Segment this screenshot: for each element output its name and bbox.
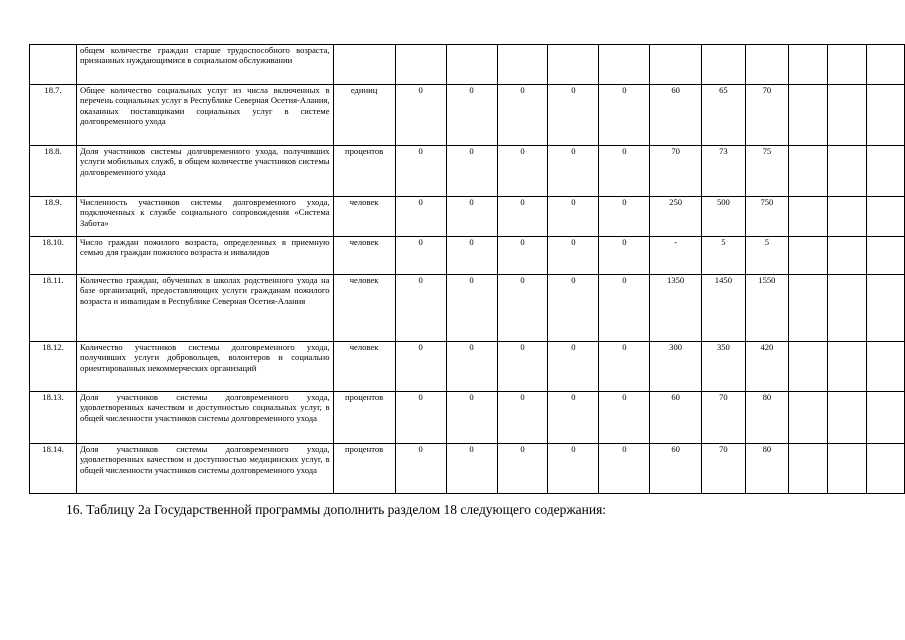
value-cell — [866, 45, 904, 85]
unit-cell: человек — [333, 197, 395, 237]
row-number: 18.14. — [30, 444, 77, 494]
value-cell — [701, 45, 745, 85]
unit-cell: процентов — [333, 392, 395, 444]
value-cell: 0 — [446, 392, 497, 444]
value-cell: 0 — [497, 237, 548, 275]
value-cell — [866, 444, 904, 494]
value-cell — [788, 45, 827, 85]
value-cell: 0 — [497, 392, 548, 444]
value-cell: 0 — [446, 197, 497, 237]
value-cell: 5 — [745, 237, 788, 275]
value-cell: 80 — [745, 392, 788, 444]
value-cell: 0 — [497, 146, 548, 197]
table-row — [30, 146, 905, 197]
value-cell: 0 — [446, 342, 497, 392]
row-number: 18.7. — [30, 85, 77, 146]
value-cell: 1550 — [745, 275, 788, 342]
value-cell: 0 — [497, 342, 548, 392]
value-cell: 70 — [701, 444, 745, 494]
value-cell: 0 — [395, 444, 446, 494]
section-paragraph: 16. Таблицу 2а Государственной программы дополнить разделом 18 следующего содержания: — [66, 502, 607, 517]
value-cell — [828, 45, 866, 85]
value-cell: 0 — [599, 275, 650, 342]
value-cell: 80 — [745, 444, 788, 494]
value-cell: 0 — [548, 85, 599, 146]
unit-cell: человек — [333, 342, 395, 392]
value-cell — [788, 85, 827, 146]
value-cell — [788, 146, 827, 197]
value-cell: 0 — [599, 197, 650, 237]
value-cell: 0 — [446, 85, 497, 146]
value-cell — [828, 237, 866, 275]
value-cell: 0 — [599, 85, 650, 146]
row-number: 18.8. — [30, 146, 77, 197]
value-cell: 0 — [446, 444, 497, 494]
value-cell: 0 — [395, 342, 446, 392]
value-cell: 60 — [650, 392, 702, 444]
value-cell: 0 — [599, 392, 650, 444]
unit-cell: человек — [333, 237, 395, 275]
row-number: 18.10. — [30, 237, 77, 275]
value-cell: 0 — [548, 392, 599, 444]
table-row — [30, 85, 905, 146]
value-cell: 0 — [395, 197, 446, 237]
table-row — [30, 275, 905, 342]
value-cell — [497, 45, 548, 85]
value-cell: 0 — [548, 342, 599, 392]
value-cell: 60 — [650, 444, 702, 494]
value-cell — [548, 45, 599, 85]
value-cell: 0 — [548, 444, 599, 494]
value-cell — [828, 444, 866, 494]
value-cell: 0 — [446, 275, 497, 342]
table-row — [30, 237, 905, 275]
table-row — [30, 392, 905, 444]
value-cell: 0 — [599, 444, 650, 494]
row-number: 18.12. — [30, 342, 77, 392]
value-cell: 75 — [745, 146, 788, 197]
value-cell: 420 — [745, 342, 788, 392]
value-cell — [828, 146, 866, 197]
value-cell — [828, 275, 866, 342]
unit-cell: человек — [333, 275, 395, 342]
indicator-description: Число граждан пожилого возраста, определенных в приемную семью для граждан пожилого возраста и инвалидов — [77, 237, 334, 275]
indicator-description: Доля участников системы долговременного ухода, удовлетворенных качеством и доступностью медицинских услуг, в общей численности участников системы долговременного ухода — [77, 444, 334, 494]
value-cell: 0 — [599, 237, 650, 275]
value-cell — [866, 237, 904, 275]
indicators-table — [29, 44, 905, 494]
value-cell: 0 — [395, 275, 446, 342]
row-number — [30, 45, 77, 85]
value-cell — [866, 197, 904, 237]
table-row — [30, 444, 905, 494]
value-cell — [788, 197, 827, 237]
value-cell: 0 — [446, 237, 497, 275]
value-cell: 1450 — [701, 275, 745, 342]
value-cell — [866, 342, 904, 392]
value-cell: 70 — [650, 146, 702, 197]
value-cell: - — [650, 237, 702, 275]
value-cell — [828, 85, 866, 146]
value-cell — [788, 342, 827, 392]
indicator-description: Общее количество социальных услуг из числа включенных в перечень социальных услуг в Республике Северная Осетия-Алания, оказанных поставщиками социальных услуг в системе долговременного ухода — [77, 85, 334, 146]
value-cell — [395, 45, 446, 85]
value-cell: 0 — [599, 342, 650, 392]
unit-cell: процентов — [333, 146, 395, 197]
value-cell: 0 — [395, 146, 446, 197]
value-cell: 0 — [497, 275, 548, 342]
value-cell — [866, 146, 904, 197]
indicator-description: общем количестве граждан старше трудоспособного возраста, признанных нуждающимися в социальном обслуживании — [77, 45, 334, 85]
value-cell — [828, 197, 866, 237]
value-cell: 500 — [701, 197, 745, 237]
value-cell: 0 — [497, 85, 548, 146]
row-number: 18.11. — [30, 275, 77, 342]
value-cell: 0 — [548, 275, 599, 342]
value-cell — [745, 45, 788, 85]
row-number: 18.9. — [30, 197, 77, 237]
value-cell — [828, 392, 866, 444]
value-cell — [446, 45, 497, 85]
unit-cell: единиц — [333, 85, 395, 146]
table-row — [30, 45, 905, 85]
value-cell: 5 — [701, 237, 745, 275]
row-number: 18.13. — [30, 392, 77, 444]
indicator-description: Доля участников системы долговременного ухода, получивших услуги мобильных служб, в общем количестве участников системы долговременного ухода — [77, 146, 334, 197]
value-cell: 750 — [745, 197, 788, 237]
value-cell: 1350 — [650, 275, 702, 342]
value-cell — [788, 392, 827, 444]
indicator-description: Количество участников системы долговременного ухода, получивших услуги добровольцев, волонтеров и социально ориентированных некоммерческих организаций — [77, 342, 334, 392]
value-cell — [599, 45, 650, 85]
value-cell: 0 — [599, 146, 650, 197]
value-cell: 300 — [650, 342, 702, 392]
value-cell: 0 — [446, 146, 497, 197]
value-cell: 73 — [701, 146, 745, 197]
value-cell — [650, 45, 702, 85]
unit-cell: процентов — [333, 444, 395, 494]
value-cell: 250 — [650, 197, 702, 237]
value-cell: 0 — [497, 197, 548, 237]
indicator-description: Доля участников системы долговременного ухода, удовлетворенных качеством и доступностью социальных услуг, в общей численности участников системы долговременного ухода — [77, 392, 334, 444]
value-cell — [828, 342, 866, 392]
value-cell — [788, 444, 827, 494]
value-cell: 0 — [548, 237, 599, 275]
value-cell: 0 — [395, 392, 446, 444]
table-row — [30, 197, 905, 237]
value-cell: 70 — [701, 392, 745, 444]
value-cell — [788, 237, 827, 275]
value-cell — [866, 275, 904, 342]
table-row — [30, 342, 905, 392]
indicator-description: Численность участников системы долговременного ухода, подключенных к службе социального сопровождения «Система Забота» — [77, 197, 334, 237]
value-cell: 0 — [395, 237, 446, 275]
value-cell: 0 — [497, 444, 548, 494]
unit-cell — [333, 45, 395, 85]
value-cell — [866, 392, 904, 444]
value-cell: 0 — [548, 197, 599, 237]
value-cell: 60 — [650, 85, 702, 146]
indicator-description: Количество граждан, обученных в школах родственного ухода на базе организаций, предоставляющих услуги гражданам пожилого возраста и инвалидам в Республике Северная Осетия-Алания — [77, 275, 334, 342]
value-cell: 65 — [701, 85, 745, 146]
value-cell — [866, 85, 904, 146]
value-cell: 0 — [395, 85, 446, 146]
value-cell — [788, 275, 827, 342]
value-cell: 350 — [701, 342, 745, 392]
value-cell: 70 — [745, 85, 788, 146]
value-cell: 0 — [548, 146, 599, 197]
